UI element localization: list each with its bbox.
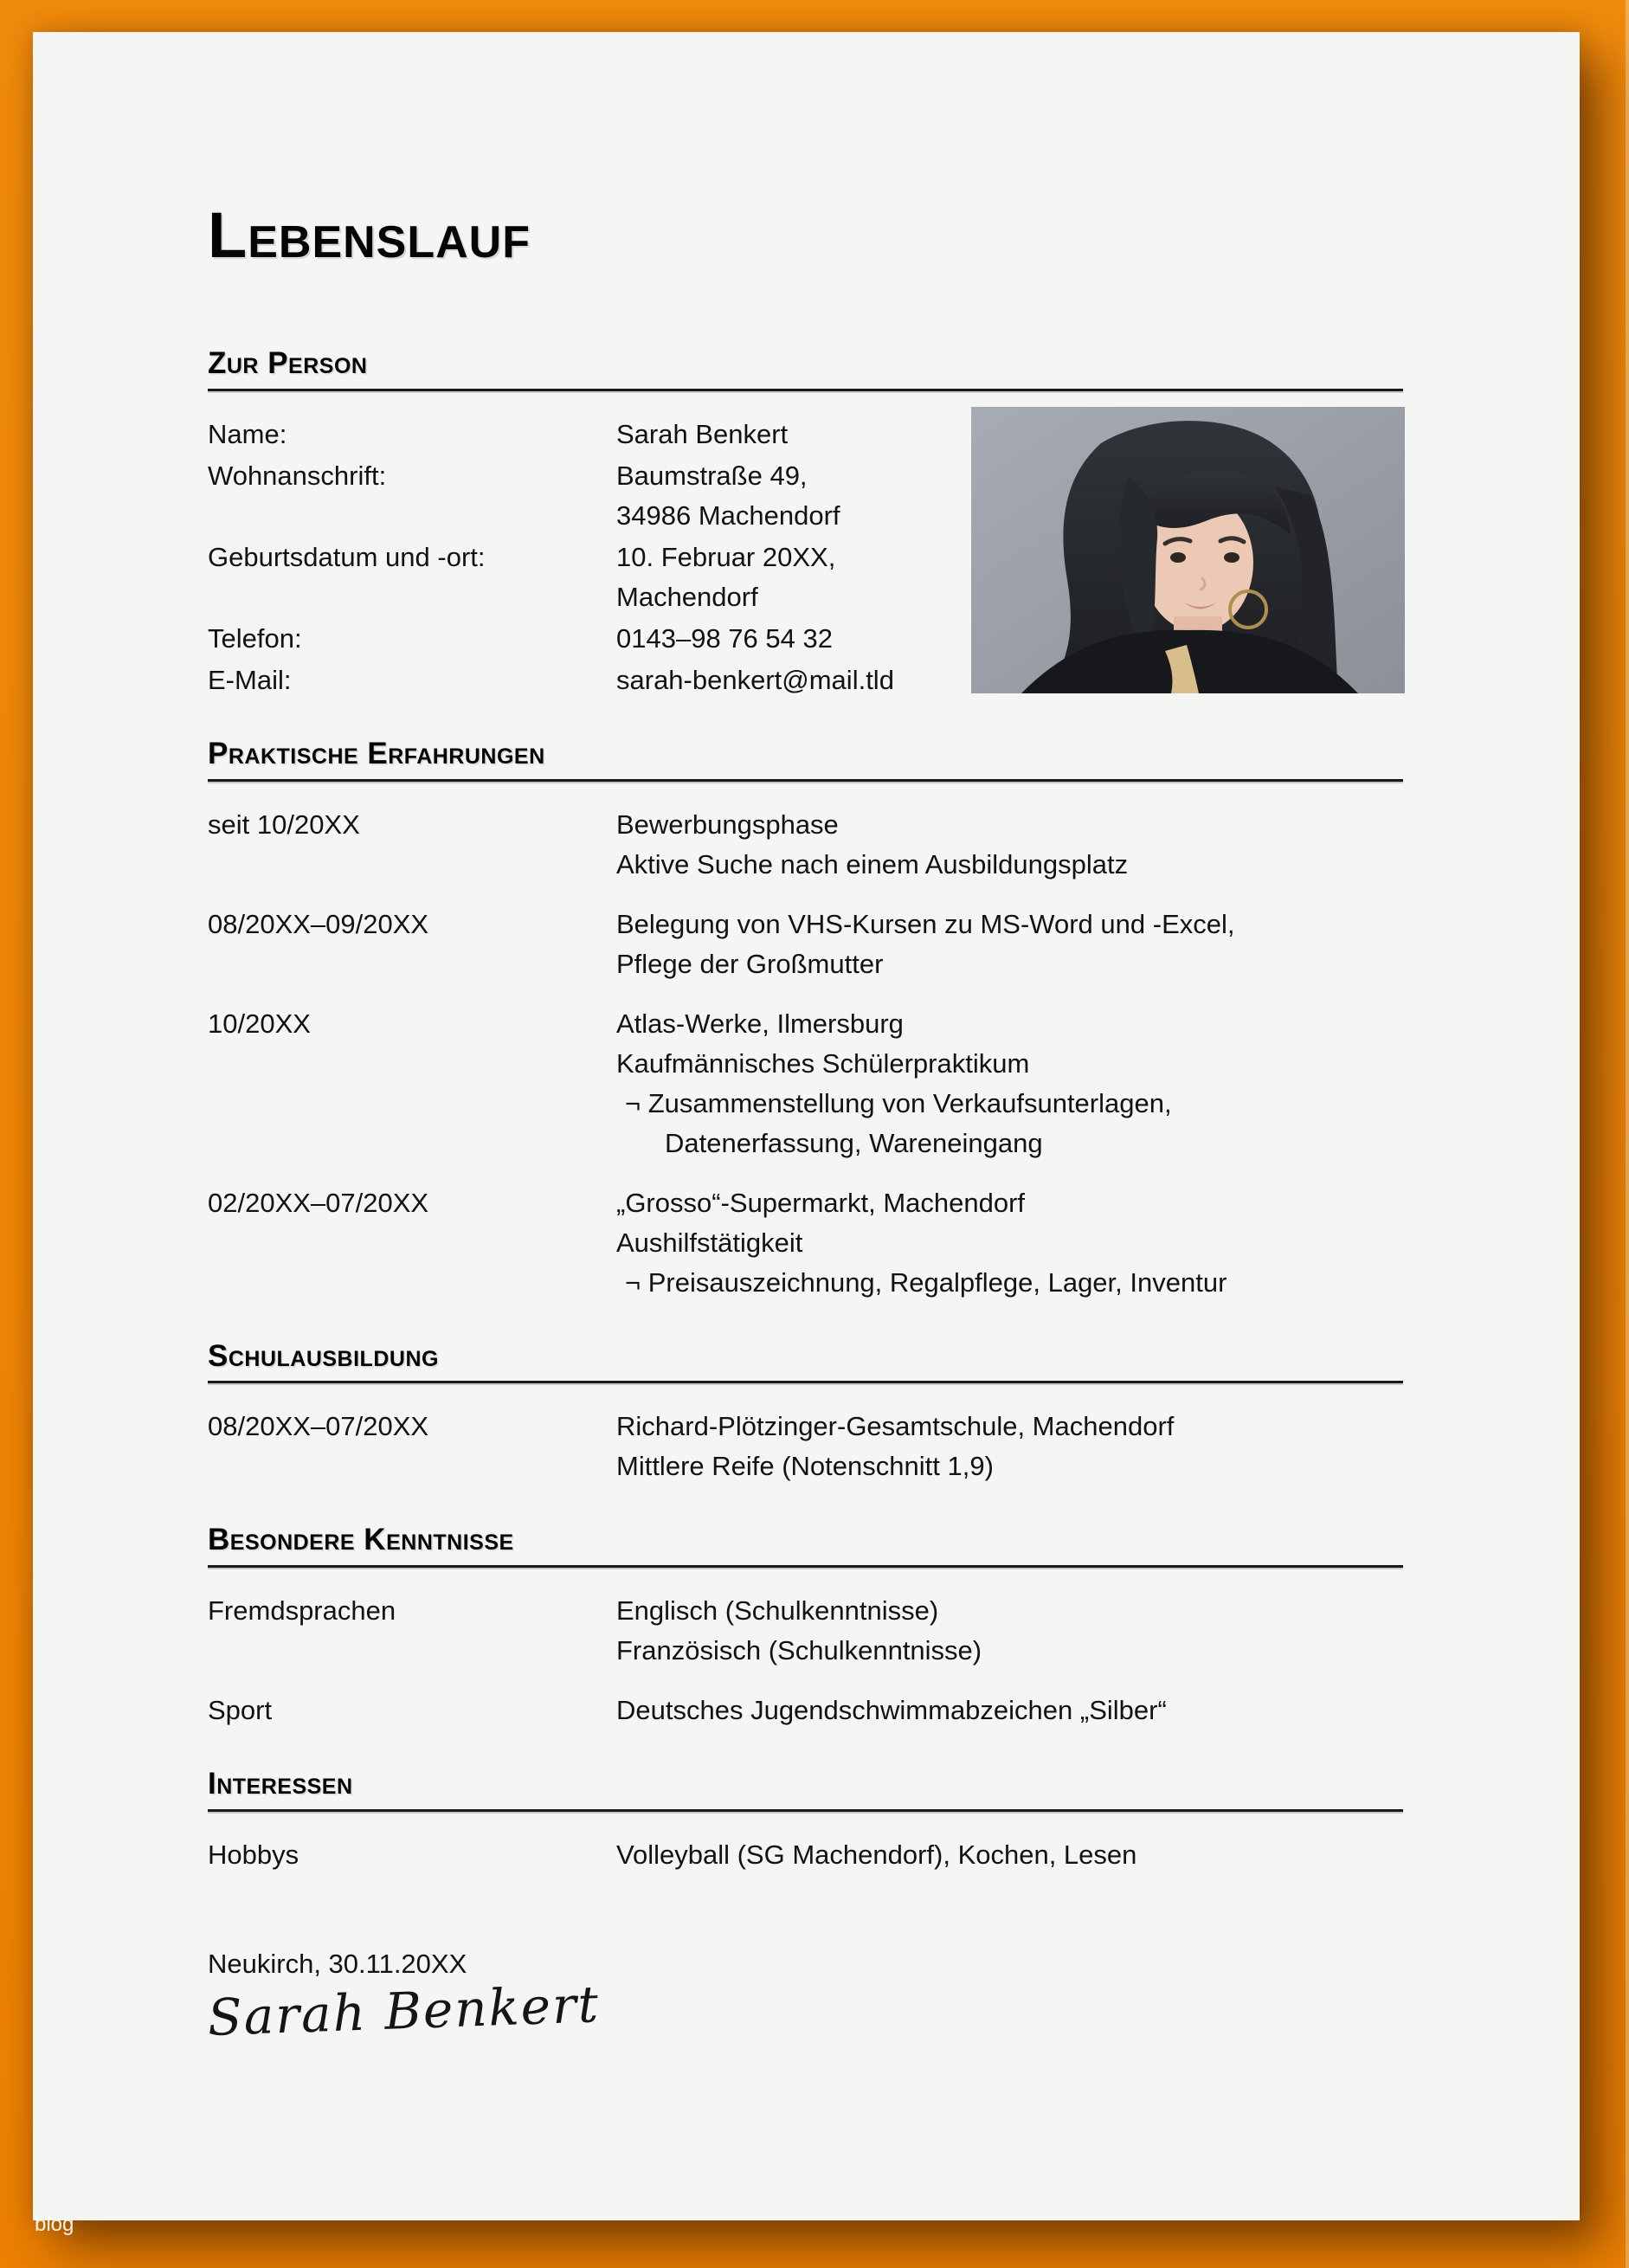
row-value: 0143–98 76 54 32: [616, 622, 833, 654]
entry-date: 10/20XX: [208, 1008, 311, 1039]
experience-entry: [208, 1004, 1403, 1163]
bullet-text: Preisauszeichnung, Regalpflege, Lager, Inventur: [647, 1266, 1227, 1298]
row-value: Machendorf: [616, 581, 758, 612]
bullet-char: ¬: [625, 1087, 641, 1118]
row-value: sarah-benkert@mail.tld: [616, 664, 894, 695]
row-label: E-Mail:: [208, 664, 292, 695]
person-row-phone: [208, 619, 961, 659]
section-interessen: [208, 1769, 1403, 1875]
row-label: Wohnanschrift:: [208, 460, 387, 491]
entry-line: Aktive Suche nach einem Ausbildungsplatz: [616, 848, 1129, 879]
section-heading-rule: [208, 348, 1403, 391]
skills-row-languages: [208, 1591, 1403, 1671]
row-value: Baumstraße 49,: [616, 460, 808, 491]
section-besondere-kenntnisse: [208, 1524, 1403, 1730]
interests-row-hobbys: [208, 1835, 1403, 1875]
bullet-text: Zusammenstellung von Verkaufsunterlagen,: [647, 1087, 1172, 1118]
row-value: 10. Februar 20XX,: [616, 541, 836, 572]
place-and-date: Neukirch, 30.11.20XX: [208, 1948, 467, 1979]
bullet-item: [616, 1084, 1403, 1163]
section-heading-rule: [208, 1524, 1403, 1568]
section-zur-person: [208, 348, 1403, 700]
row-value: Deutsches Jugendschwimmabzeichen „Silber“: [616, 1695, 1167, 1726]
entry-line: Belegung von VHS-Kursen zu MS-Word und -Excel,: [616, 908, 1235, 939]
bullet-item: [616, 1263, 1403, 1303]
row-label: Sport: [208, 1695, 273, 1726]
watermark-blog: blog: [35, 2213, 74, 2236]
experience-entry: [208, 805, 1403, 885]
person-row-birth: [208, 538, 961, 617]
bullet-text-continuation: Datenerfassung, Wareneingang: [665, 1127, 1043, 1158]
resume-content: [33, 198, 1580, 2046]
row-label: Hobbys: [208, 1839, 299, 1870]
row-value: Französisch (Schulkenntnisse): [616, 1635, 982, 1666]
row-label: Name:: [208, 418, 287, 449]
entry-line: Kaufmännisches Schülerpraktikum: [616, 1047, 1030, 1079]
entry-line: Bewerbungsphase: [616, 809, 839, 840]
section-praktische-erfahrungen: [208, 738, 1403, 1303]
person-row-name: [208, 415, 961, 454]
row-value: 34986 Machendorf: [616, 499, 840, 531]
section-heading: Interessen: [208, 1767, 353, 1801]
experience-entry: [208, 905, 1403, 984]
entry-line: Pflege der Großmutter: [616, 948, 884, 979]
row-value: Sarah Benkert: [616, 418, 789, 449]
entry-date: seit 10/20XX: [208, 809, 360, 840]
entry-date: 08/20XX–09/20XX: [208, 908, 429, 939]
section-heading: Zur Person: [208, 346, 368, 381]
experience-entry: [208, 1183, 1403, 1303]
row-label: Geburtsdatum und -ort:: [208, 541, 486, 572]
document-title: Lebenslauf: [208, 199, 531, 271]
entry-date: 08/20XX–07/20XX: [208, 1411, 429, 1442]
entry-line: „Grosso“-Supermarkt, Machendorf: [616, 1187, 1026, 1218]
entry-date: 02/20XX–07/20XX: [208, 1187, 429, 1218]
bullet-char: ¬: [625, 1266, 641, 1298]
resume-page: [33, 32, 1580, 2220]
section-heading: Besondere Kenntnisse: [208, 1523, 514, 1557]
entry-line: Atlas-Werke, Ilmersburg: [616, 1008, 904, 1039]
row-value: Volleyball (SG Machendorf), Kochen, Lesen: [616, 1839, 1137, 1870]
entry-line: Mittlere Reife (Notenschnitt 1,9): [616, 1451, 994, 1482]
portrait-photo: [971, 407, 1405, 693]
row-label: Fremdsprachen: [208, 1595, 396, 1627]
person-row-address: [208, 456, 961, 536]
skills-row-sport: [208, 1691, 1403, 1730]
signature: Sarah Benkert: [206, 1975, 602, 2047]
row-label: Telefon:: [208, 622, 302, 654]
section-heading: Schulausbildung: [208, 1338, 439, 1373]
section-heading: Praktische Erfahrungen: [208, 736, 545, 770]
section-schulausbildung: [208, 1338, 1403, 1487]
row-value: Englisch (Schulkenntnisse): [616, 1595, 939, 1627]
entry-line: Richard-Plötzinger-Gesamtschule, Machendorf: [616, 1411, 1175, 1442]
person-row-email: [208, 660, 961, 700]
person-body: [208, 415, 1403, 700]
section-heading-rule: [208, 738, 1403, 782]
entry-line: Aushilfstätigkeit: [616, 1227, 803, 1258]
section-heading-rule: [208, 1769, 1403, 1812]
education-entry: [208, 1407, 1403, 1486]
section-heading-rule: [208, 1338, 1403, 1384]
